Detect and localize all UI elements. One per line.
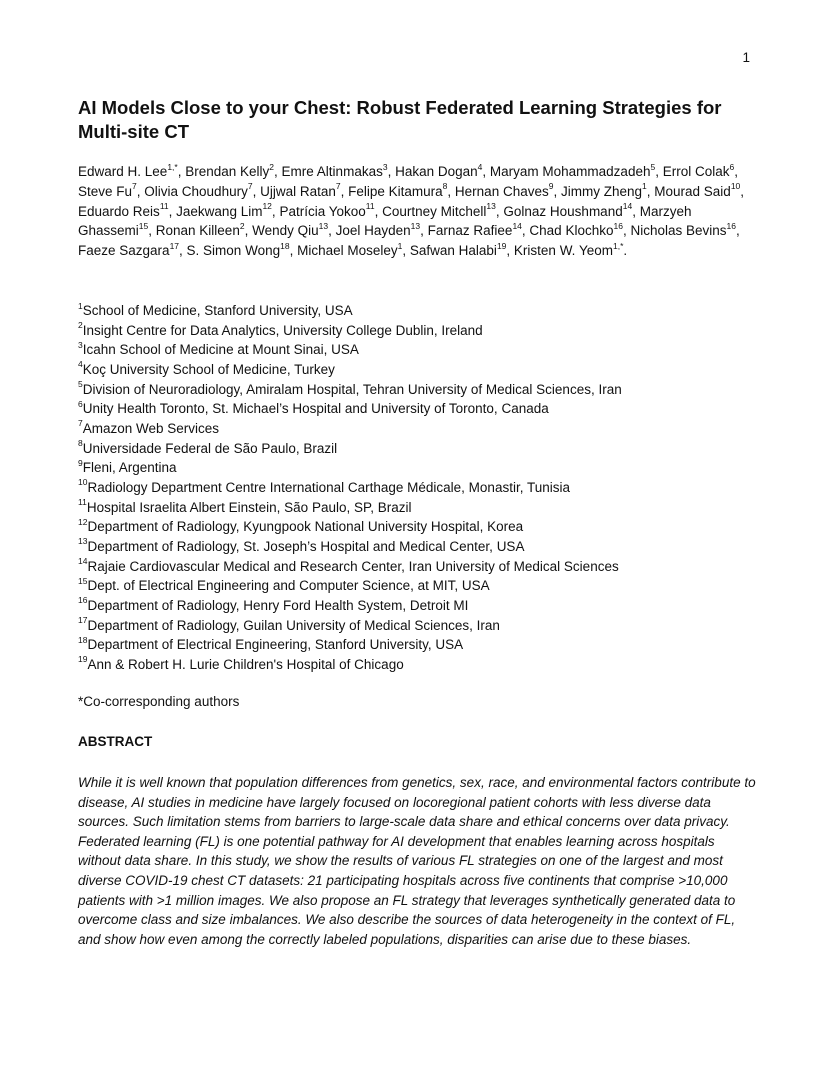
author-affiliation-marker: 13 (410, 220, 421, 231)
author (281, 161, 388, 179)
author (176, 201, 272, 219)
affiliation-item (78, 537, 768, 557)
affiliation-item (78, 439, 768, 459)
author-name: Errol Colak (662, 164, 730, 179)
author-name: Hernan Chaves (454, 183, 549, 199)
author-name: Edward H. Lee (78, 164, 168, 179)
author-name: Safwan Halabi (409, 243, 497, 259)
affiliation-text: Ann & Robert H. Lurie Children's Hospital of Chicago (87, 656, 404, 672)
author-name: Steve Fu (78, 183, 133, 199)
author-name: Emre Altinmakas (281, 164, 383, 179)
author-name: Nicholas Bevins (630, 223, 727, 239)
affiliation-number: 8 (78, 438, 83, 449)
affiliation-text: Insight Centre for Data Analytics, University College Dublin, Ireland (82, 322, 483, 338)
affiliation-text: Department of Electrical Engineering, Stanford University, USA (87, 637, 464, 653)
author (409, 240, 507, 259)
author-name: Marzyeh Ghassemi (78, 203, 692, 239)
author-affiliation-marker: 14 (512, 220, 522, 231)
author-affiliation-marker: 16 (613, 220, 623, 231)
author-name: Michael Moseley (297, 243, 398, 259)
affiliation-item (78, 557, 768, 577)
affiliation-item (78, 321, 768, 341)
author (155, 220, 245, 239)
author-name: Jimmy Zheng (560, 183, 643, 199)
author-name: Wendy Qiu (252, 223, 319, 239)
affiliation-item (78, 616, 768, 636)
author-affiliation-marker: 2 (239, 220, 245, 231)
page-number: 1 (742, 50, 750, 65)
author (654, 181, 741, 199)
affiliation-item (78, 301, 768, 321)
affiliation-number: 15 (78, 575, 88, 586)
author (185, 161, 275, 179)
affiliation-text: Department of Radiology, St. Joseph’s Hospital and Medical Center, USA (87, 538, 525, 554)
affiliation-text: Icahn School of Medicine at Mount Sinai, USA (82, 342, 359, 358)
author-name: Faeze Sazgara (78, 243, 170, 259)
author (144, 181, 253, 199)
affiliation-item (78, 517, 768, 537)
author-name: Patrícia Yokoo (279, 203, 366, 219)
author-name: Golnaz Houshmand (503, 203, 623, 219)
author-affiliation-marker: 3 (382, 161, 388, 172)
affiliation-item (78, 655, 768, 675)
abstract-heading: ABSTRACT (78, 734, 153, 749)
author-affiliation-marker: 5 (650, 161, 656, 172)
author (279, 201, 375, 219)
affiliation-text: Department of Radiology, Guilan University of Medical Sciences, Iran (87, 617, 500, 633)
author-affiliation-marker: 17 (169, 240, 180, 251)
author-affiliation-marker: 7 (335, 181, 341, 192)
author-name: Jaekwang Lim (176, 203, 263, 219)
author (489, 161, 656, 179)
affiliation-text: Dept. of Electrical Engineering and Computer Science, at MIT, USA (87, 578, 490, 594)
affiliation-number: 11 (78, 497, 87, 508)
author-name: Eduardo Reis (78, 203, 160, 219)
affiliation-text: Department of Radiology, Henry Ford Health System, Detroit MI (87, 597, 469, 613)
affiliation-number: 2 (78, 320, 83, 331)
affiliation-item (78, 340, 768, 360)
affiliation-item (78, 498, 768, 518)
affiliation-number: 3 (78, 339, 83, 350)
author (560, 181, 647, 199)
author-name: Joel Hayden (335, 223, 411, 239)
affiliation-item (78, 635, 768, 655)
author (395, 161, 483, 179)
corresponding-note: *Co-corresponding authors (78, 694, 240, 709)
affiliation-number: 16 (78, 595, 88, 606)
author (186, 240, 290, 259)
author-affiliation-marker: 7 (132, 181, 137, 192)
author-affiliation-marker: 1,* (167, 161, 178, 172)
affiliation-number: 4 (78, 359, 83, 370)
affiliation-text: Hospital Israelita Albert Einstein, São Paulo, SP, Brazil (86, 499, 412, 515)
author-list: Edward H. Lee$^{1,*}$, Brendan Kelly$^2$, Emre Altinmakas$^3$, Hakan Dogan$^4$, Maryam Mohammadzadeh$^5$, Errol Colak$^6$, Steve Fu$^7$, Olivia Choudhury$^7$, Ujjwal Ratan$^7$, Felipe Kitamura$^8$, Hernan Chaves$^9$, Jimmy Zheng$^1$, Mourad Said$^{10}$, Eduardo Reis$^{11}$, Jaekwang Lim$^{12}$, Patrícia Yokoo$^{11}$, Courtney Mitchell$^{13}$, Golnaz Houshmand$^{14}$, Marzyeh Ghassemi$^{15}$, Ronan Killeen$^2$, Wendy Qiu$^{13}$, Joel Hayden$^{13}$, Farnaz Rafiee$^{14}$, Chad Klochko$^{16}$, Nicholas Bevins$^{16}$, Faeze Sazgara$^{17}$, S. Simon Wong$^{18}$, Michael Moseley$^1$, Safwan Halabi$^{19}$, Kristen W. Yeom$^{1,*}$. (78, 161, 745, 259)
author-name: Kristen W. Yeom (513, 243, 613, 259)
author (662, 161, 735, 179)
affiliation-text: Unity Health Toronto, St. Michael’s Hospital and University of Toronto, Canada (82, 401, 549, 417)
affiliation-text: Department of Radiology, Kyungpook National University Hospital, Korea (87, 519, 524, 535)
author-affiliation-marker: 15 (138, 220, 149, 231)
affiliation-item (78, 380, 768, 400)
author-affiliation-marker: 4 (477, 161, 483, 172)
author-affiliation-marker: 9 (548, 181, 554, 192)
affiliation-text: Amazon Web Services (82, 420, 220, 436)
author-affiliation-marker: 16 (726, 220, 736, 231)
affiliation-item (78, 419, 768, 439)
affiliation-number: 18 (78, 634, 88, 645)
affiliation-number: 5 (78, 379, 83, 390)
affiliation-number: 13 (78, 536, 88, 547)
affiliation-number: 9 (78, 457, 83, 468)
abstract-text: While it is well known that population differences from genetics, sex, race, and environmental factors contribute to disease, AI studies in medicine have largely focused on locoregional patient cohorts with less diverse data sources. Such limitation stems from barriers to large-scale data share and ethical concerns over data privacy. Federated learning (FL) is one potential pathway for AI development that enables learning across hospitals without data share. In this study, we show the results of various FL strategies on one of the largest and most diverse COVID-19 chest CT datasets: 21 participating hospitals across five continents that comprise >10,000 patients with >1 million images. We also propose an FL strategy that leverages synthetically generated data to overcome class and size imbalances. We also describe the sources of data heterogeneity in the context of FL, and show how even among the correctly labeled populations, disparities can arise due to these biases. (78, 775, 756, 947)
affiliation-text: Fleni, Argentina (82, 460, 177, 476)
affiliation-number: 10 (78, 477, 88, 488)
affiliation-number: 12 (78, 516, 88, 527)
affiliation-list (78, 301, 768, 674)
author (78, 161, 178, 179)
affiliation-number: 19 (78, 654, 88, 665)
author-name: Felipe Kitamura (348, 183, 443, 199)
affiliation-item (78, 596, 768, 616)
author-affiliation-marker: 7 (247, 181, 253, 192)
author (529, 220, 623, 239)
author (454, 181, 554, 199)
author (503, 201, 633, 219)
author (427, 220, 522, 239)
author-affiliation-marker: 19 (496, 240, 507, 251)
affiliation-text: Radiology Department Centre International Carthage Médicale, Monastir, Tunisia (87, 479, 570, 495)
author-affiliation-marker: 1 (397, 240, 403, 251)
author-name: Chad Klochko (529, 223, 614, 239)
author-affiliation-marker: 8 (442, 181, 448, 192)
affiliation-text: Koç University School of Medicine, Turkey (82, 361, 335, 377)
author-affiliation-marker: 1 (642, 181, 647, 192)
author-name: Hakan Dogan (395, 164, 478, 179)
author-affiliation-marker: 6 (729, 161, 735, 172)
author-name: Mourad Said (654, 183, 731, 199)
author (348, 181, 448, 199)
affiliation-number: 17 (78, 615, 88, 625)
author-affiliation-marker: 14 (622, 201, 633, 212)
author (78, 181, 137, 199)
affiliation-text: Universidade Federal de São Paulo, Brazil (82, 440, 338, 456)
author-name: Farnaz Rafiee (427, 223, 513, 239)
author-name: Brendan Kelly (185, 164, 270, 179)
author-affiliation-marker: 2 (269, 161, 275, 172)
affiliation-item (78, 458, 768, 478)
author (513, 240, 624, 259)
author (252, 220, 329, 239)
affiliation-item (78, 576, 768, 596)
author (78, 240, 180, 259)
affiliation-text: School of Medicine, Stanford University, USA (82, 303, 353, 318)
author-affiliation-marker: 12 (262, 201, 272, 212)
affiliation-number: 7 (78, 418, 83, 429)
author-name: Ronan Killeen (155, 223, 240, 239)
author (382, 201, 496, 219)
author-affiliation-marker: 13 (318, 220, 329, 231)
affiliation-number: 6 (78, 398, 83, 409)
author-affiliation-marker: 18 (280, 240, 290, 251)
author-affiliation-marker: 13 (486, 201, 496, 212)
author-affiliation-marker: 1,* (612, 240, 624, 251)
author-name: Courtney Mitchell (382, 203, 487, 219)
author (260, 181, 341, 199)
affiliation-number: 14 (78, 556, 88, 567)
affiliation-text: Rajaie Cardiovascular Medical and Research Center, Iran University of Medical Sciences (87, 558, 619, 574)
author (297, 240, 403, 259)
author-name: Olivia Choudhury (144, 183, 248, 199)
author (78, 201, 169, 219)
affiliation-item (78, 478, 768, 498)
affiliation-text: Division of Neuroradiology, Amiralam Hospital, Tehran University of Medical Sciences, Iran (82, 381, 622, 397)
affiliation-item (78, 360, 768, 380)
affiliation-number: 1 (78, 300, 83, 311)
author-affiliation-marker: 11 (159, 201, 169, 212)
author-affiliation-marker: 10 (730, 181, 741, 192)
affiliation-item (78, 399, 768, 419)
author (630, 220, 736, 239)
paper-title: AI Models Close to your Chest: Robust Federated Learning Strategies for Multi-site CT (78, 97, 722, 142)
author (335, 220, 421, 239)
author-name: Maryam Mohammadzadeh (489, 164, 651, 179)
author-affiliation-marker: 11 (365, 201, 375, 212)
author-name: S. Simon Wong (186, 243, 281, 259)
author-name: Ujjwal Ratan (260, 183, 336, 199)
